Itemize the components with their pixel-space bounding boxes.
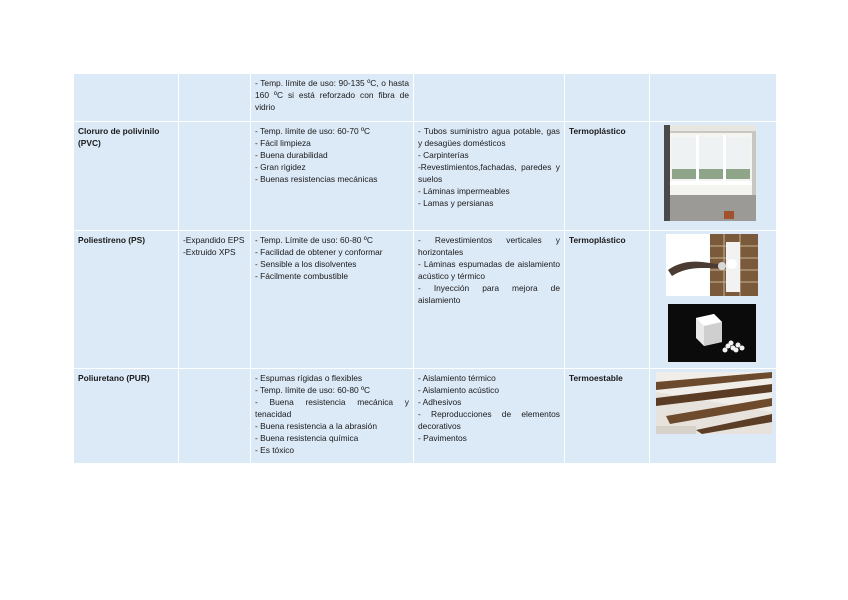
material-uses xyxy=(414,231,564,368)
use-line: - Revestimientos verticales y horizontales xyxy=(418,235,560,257)
material-image xyxy=(650,74,776,121)
material-image xyxy=(650,369,776,463)
property-line: - Buena resistencia a la abrasión xyxy=(255,421,377,431)
material-type: Termoplástico xyxy=(565,122,649,230)
material-type: Termoestable xyxy=(565,369,649,463)
use-line: - Aislamiento acústico xyxy=(418,385,499,395)
table-row xyxy=(74,369,776,463)
property-line: - Temp. límite de uso: 60-70 ºC xyxy=(255,126,371,136)
material-properties xyxy=(251,369,413,463)
property-line: - Es tóxico xyxy=(255,445,295,455)
insulation-photos xyxy=(662,234,762,362)
material-uses xyxy=(414,74,564,121)
use-line: -Revestimientos,fachadas, paredes y suelos xyxy=(418,162,560,184)
property-line: - Buena durabilidad xyxy=(255,150,328,160)
material-uses xyxy=(414,369,564,463)
material-name: Cloruro de polivinilo (PVC) xyxy=(74,122,178,230)
property-line: - Temp. límite de uso: 90-135 ºC, o hasta 160 ºC si está reforzado con fibra de vidrio xyxy=(255,78,409,112)
property-line: - Facilidad de obtener y conformar xyxy=(255,247,383,257)
table-row xyxy=(74,231,776,368)
property-line: - Buenas resistencias mecánicas xyxy=(255,174,378,184)
material-name: Poliuretano (PUR) xyxy=(74,369,178,463)
property-line: - Fácil limpieza xyxy=(255,138,311,148)
window-photo xyxy=(664,125,756,221)
material-name xyxy=(74,74,178,121)
ceiling-beams-photo xyxy=(656,372,772,434)
material-type: Termoplástico xyxy=(565,231,649,368)
property-line: - Buena resistencia mecánica y tenacidad xyxy=(255,397,409,419)
property-line: - Sensible a los disolventes xyxy=(255,259,357,269)
property-line: - Fácilmente combustible xyxy=(255,271,349,281)
use-line: - Carpinterías xyxy=(418,150,469,160)
use-line: - Pavimentos xyxy=(418,433,467,443)
property-line: - Espumas rígidas o flexibles xyxy=(255,373,363,383)
material-variants xyxy=(179,231,250,368)
property-line: - Buena resistencia química xyxy=(255,433,359,443)
use-line: - Inyección para mejora de aislamiento xyxy=(418,283,560,305)
variant-line: -Expandido EPS xyxy=(183,235,245,245)
table-row xyxy=(74,122,776,230)
materials-table xyxy=(73,73,777,464)
material-variants xyxy=(179,122,250,230)
use-line: - Láminas impermeables xyxy=(418,186,510,196)
material-uses xyxy=(414,122,564,230)
use-line: - Adhesivos xyxy=(418,397,462,407)
property-line: - Temp. límite de uso: 60-80 ºC xyxy=(255,385,371,395)
material-name: Poliestireno (PS) xyxy=(74,231,178,368)
use-line: - Reproducciones de elementos decorativos xyxy=(418,409,560,431)
property-line: - Temp. Límite de uso: 60-80 ºC xyxy=(255,235,373,245)
property-line: - Gran rigidez xyxy=(255,162,306,172)
variant-line: -Extruido XPS xyxy=(183,247,236,257)
material-properties xyxy=(251,74,413,121)
material-image xyxy=(650,122,776,230)
use-line: - Aislamiento térmico xyxy=(418,373,496,383)
material-properties xyxy=(251,231,413,368)
use-line: - Tubos suministro agua potable, gas y desagües domésticos xyxy=(418,126,560,148)
material-variants xyxy=(179,74,250,121)
material-properties xyxy=(251,122,413,230)
material-variants xyxy=(179,369,250,463)
table-row xyxy=(74,74,776,121)
material-type xyxy=(565,74,649,121)
material-image xyxy=(650,231,776,368)
use-line: - Láminas espumadas de aislamiento acústico y térmico xyxy=(418,259,560,281)
use-line: - Lamas y persianas xyxy=(418,198,494,208)
